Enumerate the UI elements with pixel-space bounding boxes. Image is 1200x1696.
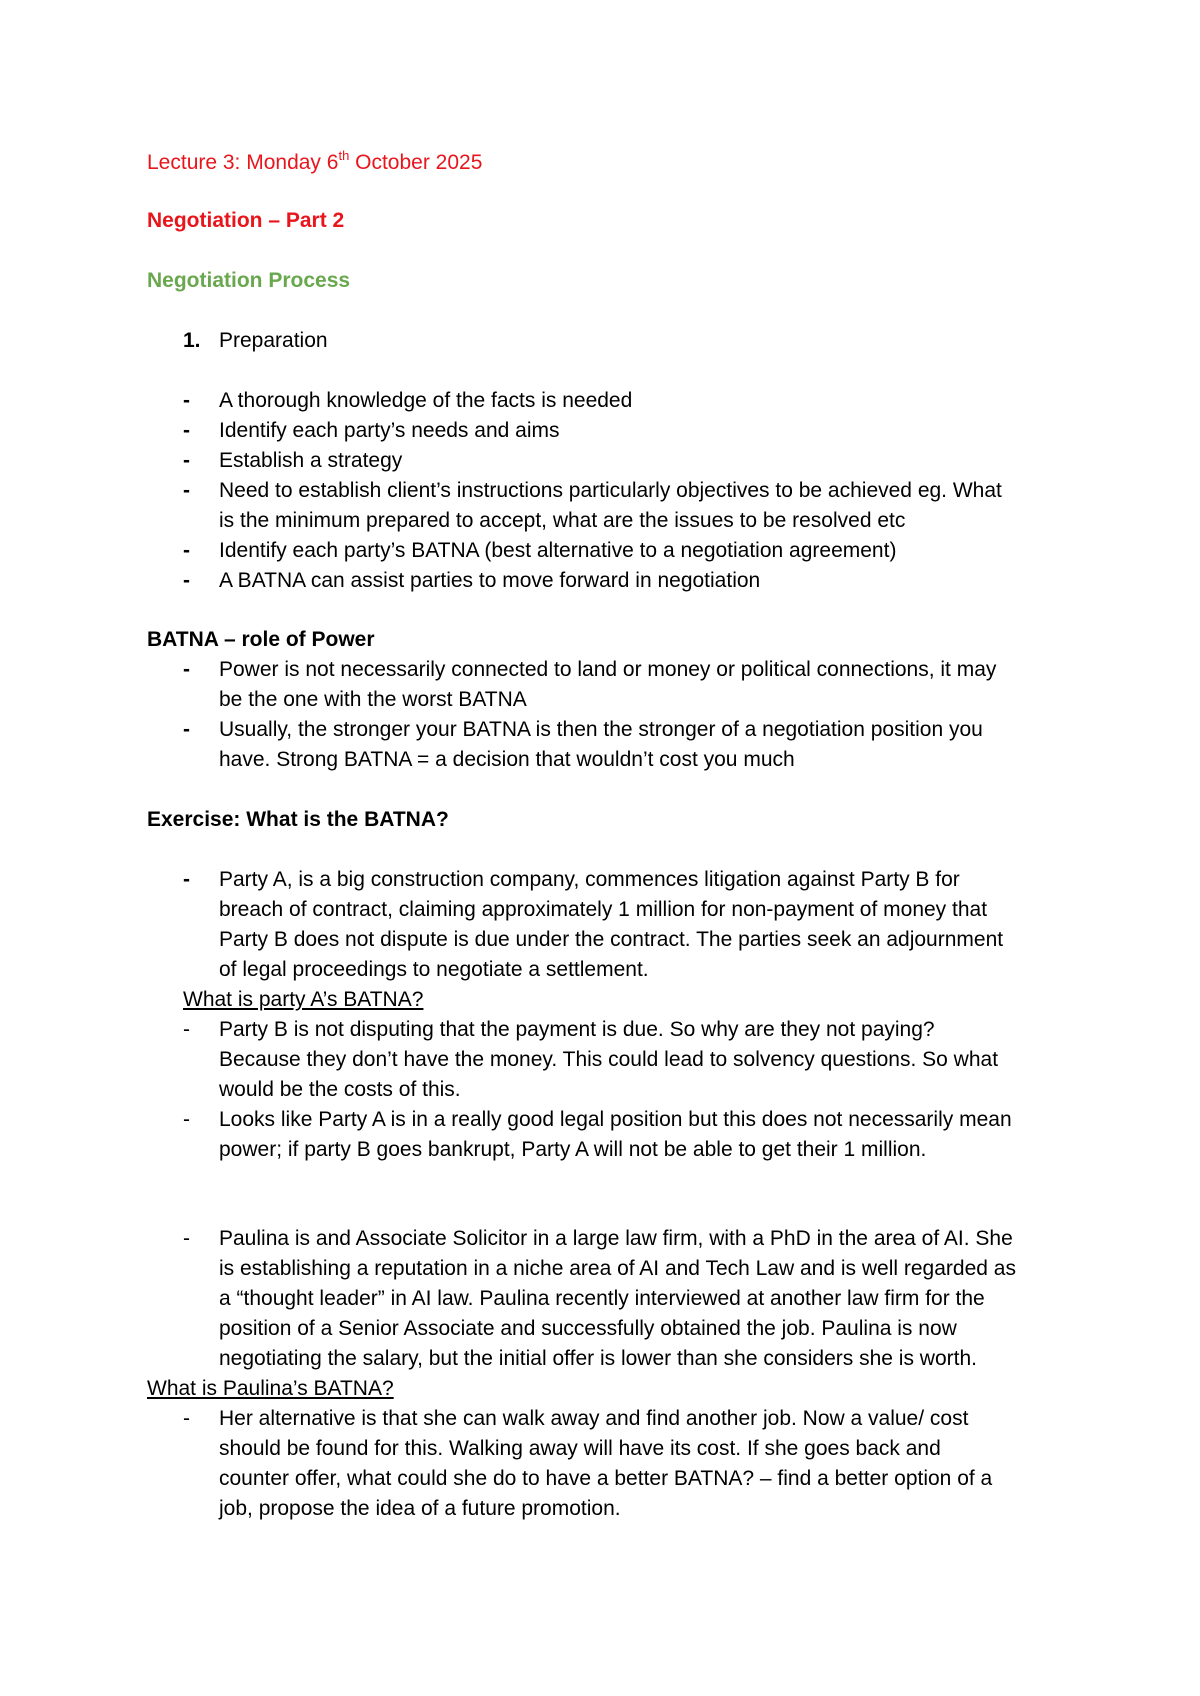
bullet-dash: -	[183, 449, 190, 472]
answer-text: counter offer, what could she do to have a better BATNA? – find a better option of a	[219, 1467, 993, 1490]
bullet-dash: -	[183, 479, 190, 502]
list-item-continuation: be the one with the worst BATNA	[219, 688, 527, 711]
bullet-dash: -	[183, 1227, 190, 1250]
question-party-a: What is party A’s BATNA?	[183, 988, 424, 1011]
answer-text: Looks like Party A is in a really good legal position but this does not necessarily mean	[219, 1108, 1012, 1131]
bullet-dash: -	[183, 1407, 190, 1430]
scenario-text: breach of contract, claiming approximately 1 million for non-payment of money that	[219, 898, 988, 921]
page-title: Negotiation – Part 2	[147, 209, 345, 232]
list-item: A BATNA can assist parties to move forward in negotiation	[219, 569, 761, 592]
bullet-dash: -	[183, 539, 190, 562]
list-item-continuation: is the minimum prepared to accept, what are the issues to be resolved etc	[219, 509, 906, 532]
answer-text: Because they don’t have the money. This could lead to solvency questions. So what	[219, 1048, 999, 1071]
bullet-dash: -	[183, 1018, 190, 1041]
scenario-text: position of a Senior Associate and successfully obtained the job. Paulina is now	[219, 1317, 957, 1340]
answer-text: job, propose the idea of a future promotion.	[219, 1497, 621, 1520]
list-item: A thorough knowledge of the facts is needed	[219, 389, 633, 412]
lecture-date-main: Lecture 3: Monday 6	[147, 151, 339, 174]
answer-text: Her alternative is that she can walk away and find another job. Now a value/ cost	[219, 1407, 969, 1430]
list-item: Establish a strategy	[219, 449, 403, 472]
bullet-dash: -	[183, 389, 190, 412]
answer-text: Party B is not disputing that the payment is due. So why are they not paying?	[219, 1018, 935, 1041]
list-item-label: Preparation	[219, 329, 328, 352]
exercise-heading: Exercise: What is the BATNA?	[147, 808, 449, 831]
list-item: Usually, the stronger your BATNA is then the stronger of a negotiation position you	[219, 718, 983, 741]
bullet-dash: -	[183, 868, 190, 891]
list-item-continuation: have. Strong BATNA = a decision that wouldn’t cost you much	[219, 748, 795, 771]
answer-text: would be the costs of this.	[219, 1078, 461, 1101]
list-item: Identify each party’s needs and aims	[219, 419, 560, 442]
scenario-text: Paulina is and Associate Solicitor in a large law firm, with a PhD in the area of AI. She	[219, 1227, 1013, 1250]
scenario-text: negotiating the salary, but the initial offer is lower than she considers she is worth.	[219, 1347, 977, 1370]
scenario-text: Party B does not dispute is due under the contract. The parties seek an adjournment	[219, 928, 1004, 951]
bullet-dash: -	[183, 569, 190, 592]
scenario-text: Party A, is a big construction company, commences litigation against Party B for	[219, 868, 960, 891]
bullet-dash: -	[183, 419, 190, 442]
list-item: Identify each party’s BATNA (best alternative to a negotiation agreement)	[219, 539, 897, 562]
section-title: Negotiation Process	[147, 269, 351, 292]
lecture-date-sup: th	[338, 148, 350, 163]
bullet-dash: -	[183, 1108, 190, 1131]
lecture-date-suffix: October 2025	[349, 151, 483, 174]
scenario-text: a “thought leader” in AI law. Paulina recently interviewed at another law firm for the	[219, 1287, 985, 1310]
batna-power-heading: BATNA – role of Power	[147, 628, 375, 651]
scenario-text: is establishing a reputation in a niche area of AI and Tech Law and is well regarded as	[219, 1257, 1016, 1280]
question-paulina: What is Paulina’s BATNA?	[147, 1377, 394, 1400]
bullet-dash: -	[183, 718, 190, 741]
answer-text: should be found for this. Walking away will have its cost. If she goes back and	[219, 1437, 941, 1460]
lecture-date	[147, 148, 482, 178]
scenario-text: of legal proceedings to negotiate a settlement.	[219, 958, 649, 981]
bullet-dash: -	[183, 658, 190, 681]
list-item: Need to establish client’s instructions particularly objectives to be achieved eg. What	[219, 479, 1002, 502]
list-item: Power is not necessarily connected to land or money or political connections, it may	[219, 658, 997, 681]
answer-text: power; if party B goes bankrupt, Party A will not be able to get their 1 million.	[219, 1138, 927, 1161]
list-number: 1.	[183, 329, 201, 352]
